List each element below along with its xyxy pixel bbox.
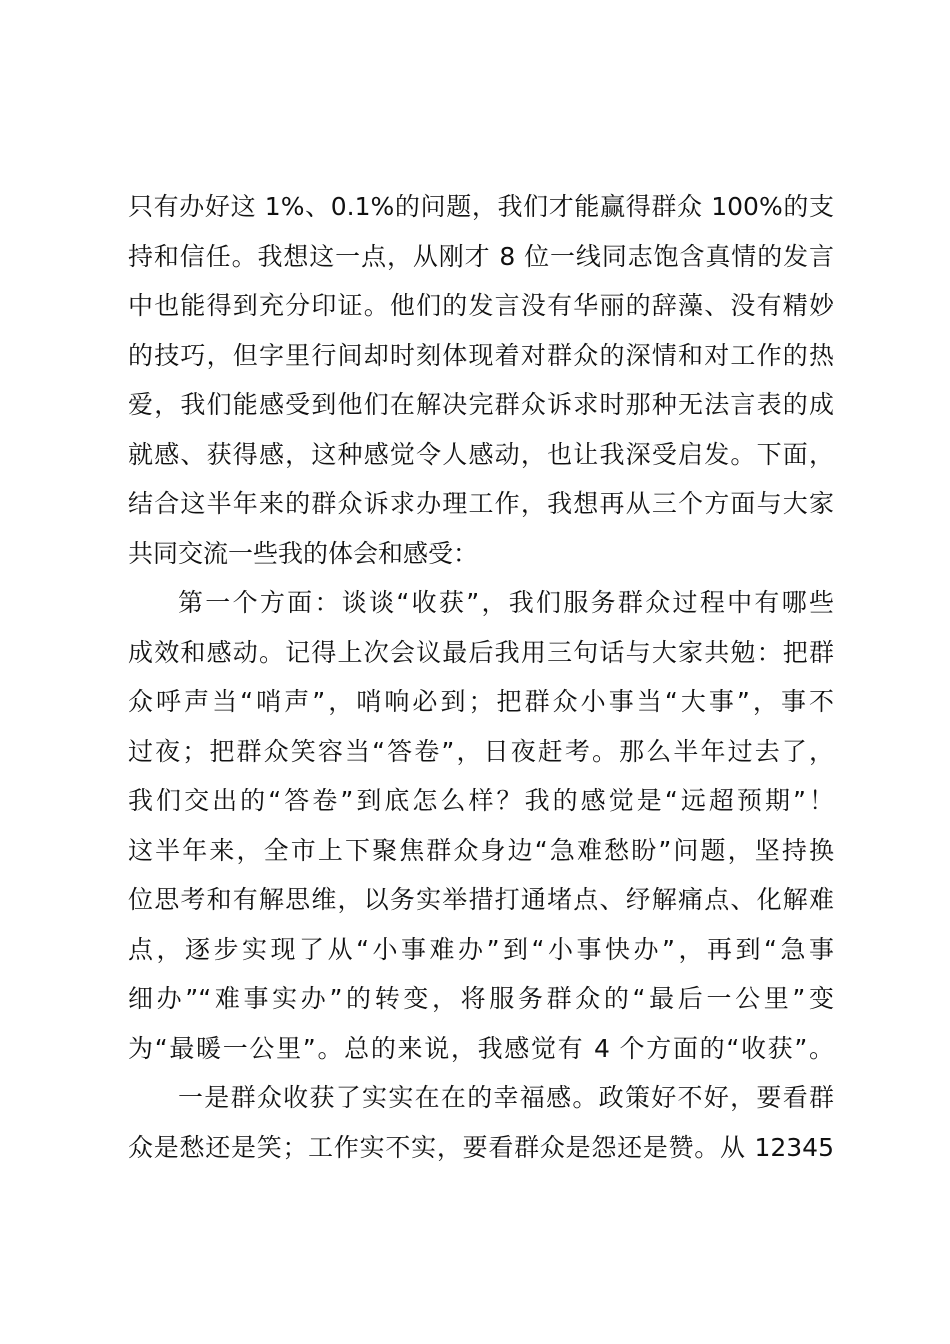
text-line: 这半年来，全市上下聚焦群众身边“急难愁盼”问题，坚持换 — [128, 835, 834, 865]
text-line: 我们交出的“答卷”到底怎么样？我的感觉是“远超预期”！ — [128, 786, 834, 815]
text-line: 爱，我们能感受到他们在解决完群众诉求时那种无法言表的成 — [128, 390, 834, 419]
text-line: 过夜；把群众笑容当“答卷”，日夜赶考。那么半年过去了， — [128, 736, 834, 766]
text-line: 成效和感动。记得上次会议最后我用三句话与大家共勉：把群 — [128, 637, 834, 667]
paragraph-start-line: 一是群众收获了实实在在的幸福感。政策好不好，要看群 — [178, 1083, 834, 1112]
paragraph-start-line: 第一个方面：谈谈“收获”，我们服务群众过程中有哪些 — [178, 588, 834, 617]
text-line: 只有办好这 1%、0.1%的问题，我们才能赢得群众 100%的支 — [128, 192, 834, 221]
text-line: 点，逐步实现了从“小事难办”到“小事快办”，再到“急事 — [128, 934, 834, 964]
text-line: 就感、获得感，这种感觉令人感动，也让我深受启发。下面， — [128, 439, 834, 469]
text-line: 持和信任。我想这一点，从刚才 8 位一线同志饱含真情的发言 — [128, 241, 834, 271]
body-text — [128, 182, 834, 1172]
text-line: 的技巧，但字里行间却时刻体现着对群众的深情和对工作的热 — [128, 340, 834, 370]
text-line: 中也能得到充分印证。他们的发言没有华丽的辞藻、没有精妙 — [128, 291, 834, 320]
text-line: 为“最暖一公里”。总的来说，我感觉有 4 个方面的“收获”。 — [128, 1033, 834, 1063]
text-line: 众呼声当“哨声”，哨响必到；把群众小事当“大事”，事不 — [128, 687, 834, 716]
text-line: 众是愁还是笑；工作实不实，要看群众是怨还是赞。从 12345 — [128, 1132, 834, 1162]
text-line: 细办”“难事实办”的转变，将服务群众的“最后一公里”变 — [128, 984, 834, 1013]
text-line: 结合这半年来的群众诉求办理工作，我想再从三个方面与大家 — [128, 489, 834, 518]
text-line: 共同交流一些我的体会和感受： — [128, 538, 479, 568]
text-line: 位思考和有解思维，以务实举措打通堵点、纾解痛点、化解难 — [128, 885, 834, 914]
